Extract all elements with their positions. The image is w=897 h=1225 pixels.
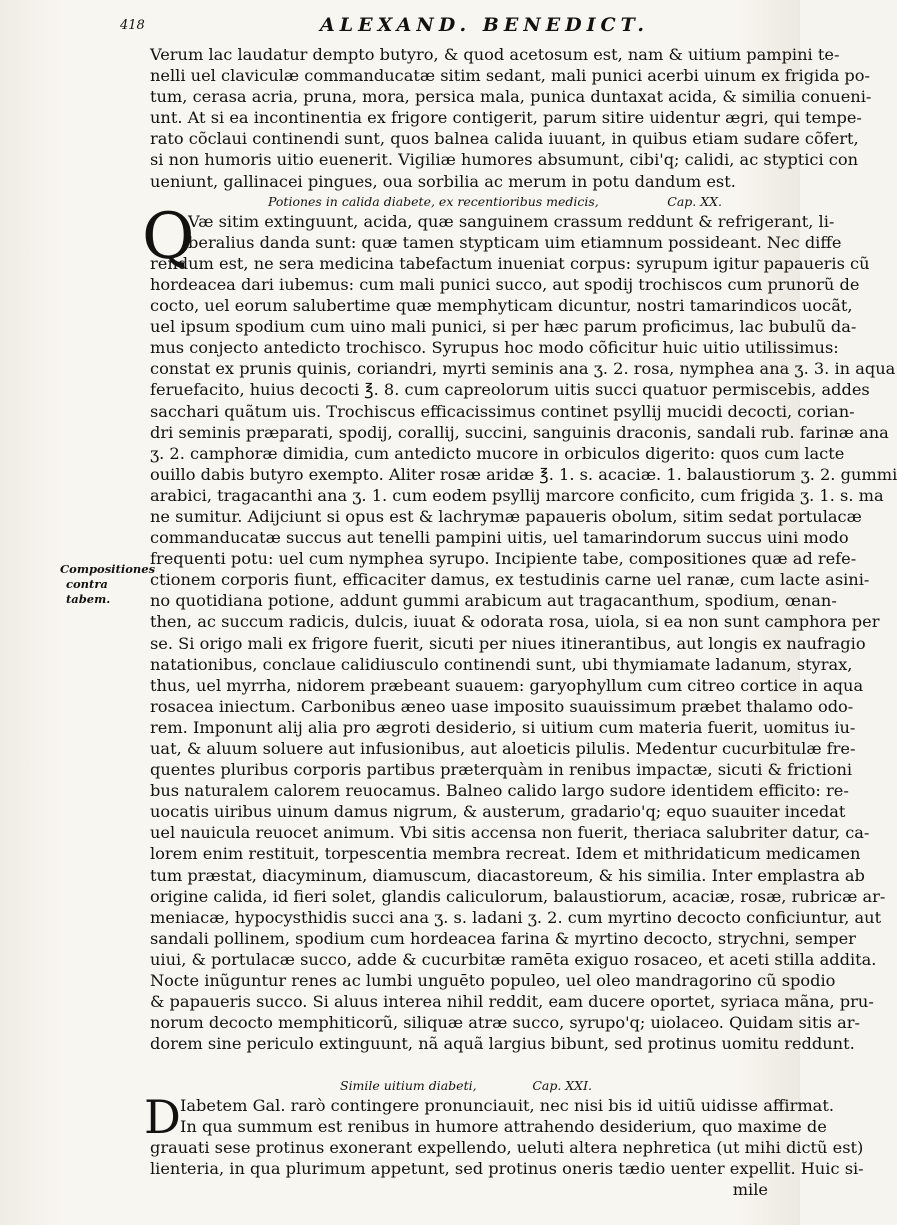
text-line bbox=[150, 1054, 772, 1075]
text-line: ueniunt, gallinacei pingues, oua sorbilia ac merum in potu dandum est. bbox=[150, 171, 736, 191]
text-line: natationibus, conclaue calidiusculo continendi sunt, ubi thymiamate ladanum, styrax, bbox=[150, 654, 853, 674]
margin-note bbox=[60, 562, 156, 607]
text-line: bus naturalem calorem reuocamus. Balneo calido largo sudore identidem efficito: re- bbox=[150, 781, 849, 801]
text-line: sandali pollinem, spodium cum hordeacea farina & myrtino decocto, strychni, semper bbox=[150, 928, 856, 948]
chapter-number: Cap. XX. bbox=[667, 193, 722, 209]
main-text-column bbox=[142, 44, 897, 1200]
text-line: constat ex prunis quinis, coriandri, myrti seminis ana ʒ. 2. rosa, nymphea ana ʒ. 3. in aqua bbox=[150, 359, 896, 379]
text-line: commanducatæ succus aut tenelli pampini uitis, uel tamarindorum succus uini modo bbox=[150, 528, 849, 548]
chapter-number: Cap. XXI. bbox=[532, 1077, 592, 1093]
text-line: se. Si origo mali ex frigore fuerit, sicuti per niues itinerantibus, aut longis ex naufragio bbox=[150, 633, 866, 653]
text-line: then, ac succum radicis, dulcis, iuuat & odorata rosa, uiola, si ea non sunt camphora per bbox=[150, 612, 880, 632]
margin-note-line: Compositiones bbox=[60, 562, 156, 576]
text-line: Væ sitim extinguunt, acida, quæ sanguinem crassum reddunt & refrigerant, li- bbox=[188, 211, 835, 231]
text-line: grauati sese protinus exonerant expellendo, ueluti altera nephretica (ut mihi dictũ est) bbox=[150, 1137, 864, 1157]
chapter-heading bbox=[150, 192, 772, 211]
chapter-title: Simile uitium diabeti, bbox=[340, 1077, 477, 1093]
text-line: rendum est, ne sera medicina tabefactum inueniat corpus: syrupum igitur papaueris cũ bbox=[150, 253, 870, 273]
running-head: ALEXAND. BENEDICT. bbox=[320, 14, 649, 36]
text-line: rosacea iniectum. Carbonibus æneo uase imposito suauissimum præbet thalamo odo- bbox=[150, 696, 854, 716]
text-line: tum, cerasa acria, pruna, mora, persica mala, punica duntaxat acida, & similia conueni- bbox=[150, 87, 872, 107]
text-line: si non humoris uitio euenerit. Vigiliæ humores absumunt, cibi'q; calidi, ac styptici con bbox=[150, 150, 859, 170]
text-line: Nocte inũguntur renes ac lumbi unguēto populeo, uel oleo mandragorino cũ spodio bbox=[150, 971, 836, 991]
margin-note-line: contra tabem. bbox=[66, 577, 111, 606]
text-line: uiui, & portulacæ succo, adde & cucurbitæ ramēta exiguo rosaceo, et aceti stilla addita. bbox=[150, 949, 877, 969]
text-line: tum præstat, diacyminum, diamuscum, diacastoreum, & his similia. Inter emplastra ab bbox=[150, 865, 865, 885]
text-line: dri seminis præparati, spodij, corallij, succini, sanguinis draconis, sandali rub. farinæ ana bbox=[150, 422, 889, 442]
text-line: beralius danda sunt: quæ tamen stypticam uim etiamnum possideant. Nec diffe bbox=[188, 232, 842, 252]
text-line: lorem enim restituit, torpescentia membra recreat. Idem et mithridaticum medicamen bbox=[150, 844, 861, 864]
text-line: dorem sine periculo extinguunt, nã aquã largius bibunt, sed protinus uomitu reddunt. bbox=[150, 1034, 855, 1054]
chapter21-body bbox=[144, 1089, 864, 1200]
text-line: Verum lac laudatur dempto butyro, & quod acetosum est, nam & uitium pampini te- bbox=[150, 45, 840, 64]
text-line: norum decocto memphiticorũ, siliquæ atræ succo, syrupo'q; uiolaceo. Quidam sitis ar- bbox=[150, 1013, 860, 1033]
text-line: rato cõclaui continendi sunt, quos balnea calida iuuant, in quibus etiam sudare cõfert, bbox=[150, 129, 859, 149]
drop-cap: Q bbox=[142, 199, 195, 274]
text-line: no quotidiana potione, addunt gummi arabicum aut tragacanthum, spodium, œnan- bbox=[150, 591, 837, 611]
text-line: quentes pluribus corporis partibus præterquàm in renibus impactæ, sicuti & frictioni bbox=[150, 760, 853, 780]
text-line: unt. At si ea incontinentia ex frigore contigerit, parum sitire uidentur ægri, qui tempe- bbox=[150, 108, 862, 128]
text-line: meniacæ, hypocysthidis succi ana ʒ. s. ladani ʒ. 2. cum myrtino decocto conficiuntur, aut bbox=[150, 907, 882, 927]
catchword: mile bbox=[732, 1179, 768, 1199]
chapter-title: Potiones in calida diabete, ex recentioribus medicis, bbox=[268, 193, 599, 209]
section1 bbox=[150, 44, 872, 192]
text-line: uel nauicula reuocet animum. Vbi sitis accensa non fuerit, theriaca salubriter datur, ca- bbox=[150, 823, 870, 843]
text-line: mus conjecto antedicto trochisco. Syrupus hoc modo cõficitur huic uitio utilissimus: bbox=[150, 338, 839, 358]
text-line: In qua summum est renibus in humore attrahendo desiderium, quo maxime de bbox=[180, 1116, 827, 1136]
text-line: & papaueris succo. Si aluus interea nihil reddit, eam ducere oportet, syriaca mãna, pru- bbox=[150, 992, 874, 1012]
text-line: hordeacea dari iubemus: cum mali punici succo, aut spodij trochiscos cum prunorũ de bbox=[150, 274, 860, 294]
text-line: lienteria, in qua plurimum appetunt, sed protinus oneris tædio uenter expellit. Huic si- bbox=[150, 1158, 864, 1178]
text-line: feruefacito, huius decocti ℥. 8. cum capreolorum uitis succi quatuor permiscebis, addes bbox=[150, 380, 870, 400]
page-number: 418 bbox=[120, 18, 145, 33]
text-line: ouillo dabis butyro exempto. Aliter rosæ aridæ ℥. 1. s. acaciæ. 1. balaustiorum ʒ. 2. gummi bbox=[150, 464, 897, 484]
drop-cap: D bbox=[144, 1089, 181, 1144]
text-line: uocatis uiribus uinum damus nigrum, & austerum, gradario'q; equo suauiter incedat bbox=[150, 802, 846, 822]
text-line: sacchari quãtum uis. Trochiscus efficacissimus continet psyllij mucidi decocti, corian- bbox=[150, 401, 855, 421]
text-line: rem. Imponunt alij alia pro ægroti desiderio, si uitium cum materia fuerit, uomitus iu- bbox=[150, 717, 856, 737]
text-line: cocto, uel eorum salubertime quæ memphyticam dicuntur, nostri tamarindicos uocãt, bbox=[150, 296, 853, 316]
text-line: Iabetem Gal. rarò contingere pronunciauit, nec nisi bis id uitiũ uidisse affirmat. bbox=[180, 1095, 834, 1115]
text-line: frequenti potu: uel cum nymphea syrupo. Incipiente tabe, compositiones quæ ad refe- bbox=[150, 549, 857, 569]
text-line: nelli uel claviculæ commanducatæ sitim sedant, mali punici acerbi uinum ex frigida po- bbox=[150, 66, 870, 86]
text-line: ʒ. 2. camphoræ dimidia, cum antedicto mucore in orbiculos digerito: quos cum lacte bbox=[150, 443, 845, 463]
text-line: uel ipsum spodium cum uino mali punici, si per hæc parum proficimus, lac bubulũ da- bbox=[150, 317, 857, 337]
text-line: thus, uel myrrha, nidorem præbeant suauem: garyophyllum cum citreo cortice in aqua bbox=[150, 675, 864, 695]
chapter-heading bbox=[150, 1076, 772, 1095]
text-line: ne sumitur. Adijciunt si opus est & lachrymæ papaueris obolum, sitim sedat portulacæ bbox=[150, 506, 862, 526]
text-line: uat, & aluum soluere aut infusionibus, aut aloeticis pilulis. Medentur cucurbitulæ fre- bbox=[150, 739, 856, 758]
text-line: arabici, tragacanthi ana ʒ. 1. cum eodem psyllij marcore conficito, cum frigida ʒ. 1. s. ma bbox=[150, 485, 884, 505]
text-line: origine calida, id fieri solet, glandis caliculorum, balaustiorum, acaciæ, rosæ, rubricæ ar- bbox=[150, 886, 886, 906]
text-line: ctionem corporis fiunt, efficaciter damus, ex testudinis carne uel ranæ, cum lacte asini- bbox=[150, 570, 870, 590]
